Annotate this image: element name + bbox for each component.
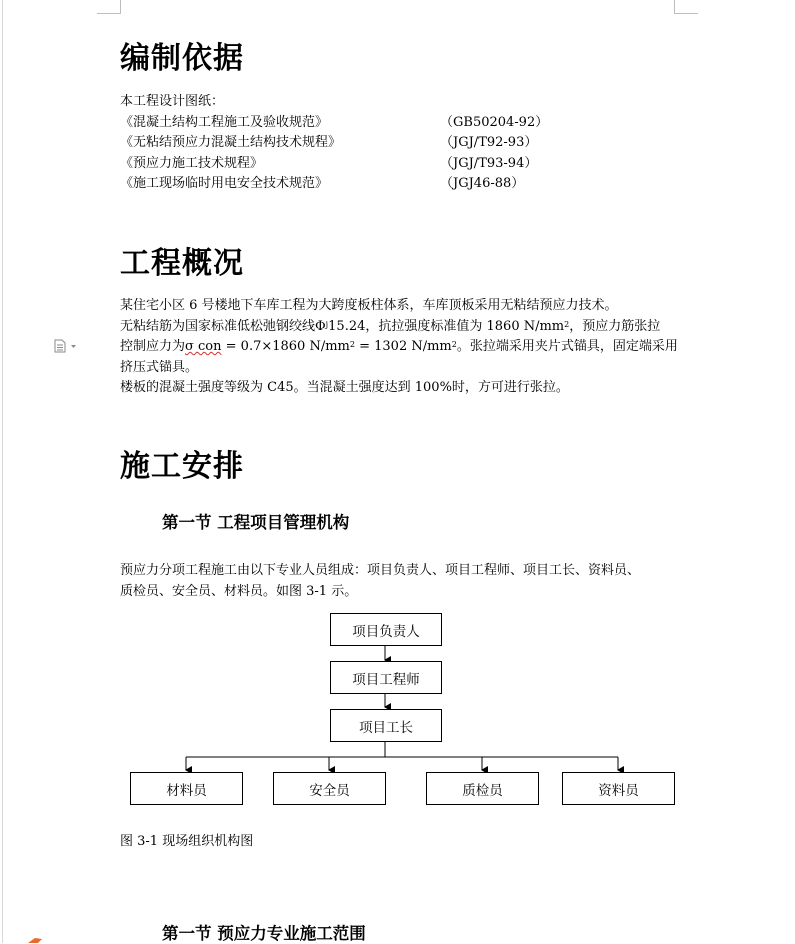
arrangement-line: 质检员、安全员、材料员。如图 3-1 示。 <box>120 583 358 599</box>
standard-name: 《无粘结预应力混凝土结构技术规程》 <box>120 135 342 150</box>
standard-name: 《预应力施工技术规程》 <box>120 155 264 171</box>
standard-name: 《混凝土结构工程施工及验收规范》 <box>120 114 329 130</box>
subheading-management: 第一节 工程项目管理机构 <box>162 513 350 532</box>
text-run: 控制应力为 <box>120 339 186 354</box>
superscript: j <box>325 319 329 329</box>
org-box-documents: 资料员 <box>562 772 675 805</box>
overview-line: 楼板的混凝土强度等级为 C45。当混凝土强度达到 100%时，方可进行张拉。 <box>120 380 569 395</box>
basis-intro: 本工程设计图纸： <box>120 94 225 109</box>
overview-line: 挤压式锚具。 <box>120 359 199 375</box>
figure-caption: 图 3-1 现场组织机构图 <box>120 834 254 849</box>
subheading-scope: 第一节 预应力专业施工范围 <box>162 924 366 943</box>
standard-code: （JGJ/T93-94） <box>440 155 538 171</box>
overview-line: 某住宅小区 6 号楼地下车库工程为大跨度板柱体系，车库顶板采用无粘结预应力技术。 <box>120 298 618 313</box>
text-run: 无粘结筋为国家标准低松弛钢绞线Φ <box>120 318 326 334</box>
text-run: 。张拉端采用夹片式锚具，固定端采用 <box>456 339 678 354</box>
org-box-materials: 材料员 <box>130 772 243 805</box>
org-box-quality: 质检员 <box>426 772 539 805</box>
arrangement-line: 预应力分项工程施工由以下专业人员组成：项目负责人、项目工程师、项目工长、资料员、 <box>120 563 641 578</box>
standard-code: （JGJ46-88） <box>440 176 525 191</box>
superscript: 2 <box>564 319 570 329</box>
standard-name: 《施工现场临时用电安全技术规范》 <box>120 176 329 191</box>
standard-code: （GB50204-92） <box>440 114 549 130</box>
text-run: ，预应力筋张拉 <box>569 318 661 334</box>
spellcheck-flagged-text[interactable]: σ con <box>185 339 222 354</box>
heading-arrangement: 施工安排 <box>120 449 244 484</box>
edit-marker-icon <box>28 936 42 943</box>
org-box-project-manager: 项目负责人 <box>330 613 442 646</box>
text-run: = 1302 N/mm <box>354 339 452 354</box>
superscript: 2 <box>451 340 457 349</box>
text-run: = 0.7×1860 N/mm <box>221 339 350 354</box>
heading-overview: 工程概况 <box>120 246 244 281</box>
org-box-project-engineer: 项目工程师 <box>330 661 442 694</box>
org-box-foreman: 项目工长 <box>330 709 442 742</box>
org-box-safety: 安全员 <box>273 772 386 805</box>
text-run: 15.24，抗拉强度标准值为 1860 N/mm <box>328 318 565 334</box>
superscript: 2 <box>349 340 355 349</box>
heading-basis: 编制依据 <box>120 41 244 76</box>
standard-code: （JGJ/T92-93） <box>440 135 538 150</box>
